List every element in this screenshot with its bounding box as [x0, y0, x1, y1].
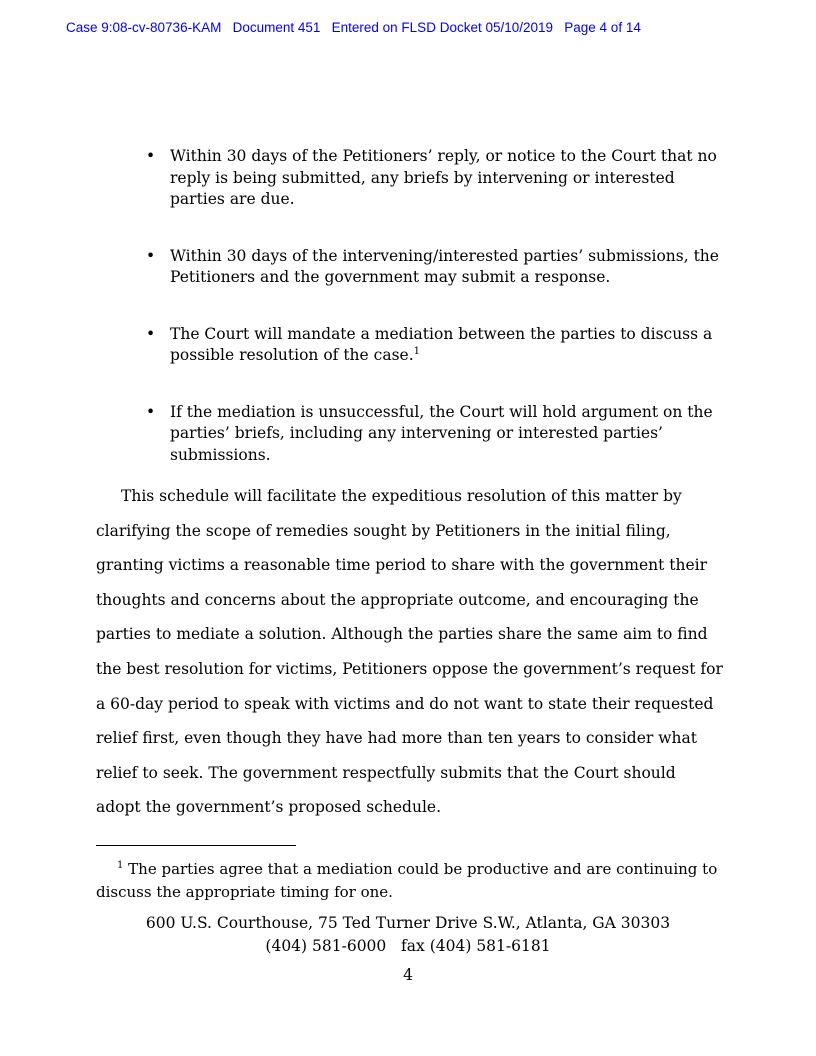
footnote-reference: 1	[413, 345, 420, 357]
courthouse-address: 600 U.S. Courthouse, 75 Ted Turner Drive S.W., Atlanta, GA 30303	[145, 914, 671, 932]
bullet-item-text: Within 30 days of the Petitioners’ reply, or notice to the Court that no reply is being submitted, any briefs by intervening or interested parties are due.	[170, 147, 717, 208]
bullet-list	[170, 146, 724, 501]
bullet-item-text: If the mediation is unsuccessful, the Court will hold argument on the parties’ briefs, including any intervening or interested parties’ submissions.	[170, 402, 713, 464]
footnote	[96, 858, 724, 903]
footnote-marker: 1	[117, 860, 124, 871]
bullet-item-2	[170, 246, 724, 289]
case-docket-header: Case 9:08-cv-80736-KAM Document 451 Entered on FLSD Docket 05/10/2019 Page 4 of 14	[66, 20, 641, 35]
bullet-item-1	[170, 146, 724, 211]
footnote-separator-rule	[96, 845, 296, 846]
bullet-item-4	[170, 402, 724, 467]
phone-fax-line: (404) 581-6000 fax (404) 581-6181	[265, 937, 551, 955]
bullet-item-text: The Court will mandate a mediation between the parties to discuss a possible resolution of the case.	[170, 324, 713, 364]
body-paragraph: This schedule will facilitate the expeditious resolution of this matter by clarifying the scope of remedies sought by Petitioners in the initial filing, granting victims a reasonable time period to share with the government their thoughts and concerns about the appropriate outcome, and encouraging the parties to mediate a solution. Although the parties share the same aim to find the best resolution for victims, Petitioners oppose the government’s request for a 60-day period to speak with victims and do not want to state their requested relief first, even though they have had more than ten years to consider what relief to seek. The government respectfully submits that the Court should adopt the government’s proposed schedule.	[96, 487, 723, 817]
page-number: 4	[403, 966, 413, 984]
footnote-text: The parties agree that a mediation could be productive and are continuing to discuss the appropriate timing for one.	[96, 860, 718, 901]
page-footer	[0, 912, 816, 987]
bullet-item-text: Within 30 days of the intervening/interested parties’ submissions, the Petitioners and the government may submit a response.	[170, 246, 719, 286]
bullet-item-3	[170, 324, 724, 367]
